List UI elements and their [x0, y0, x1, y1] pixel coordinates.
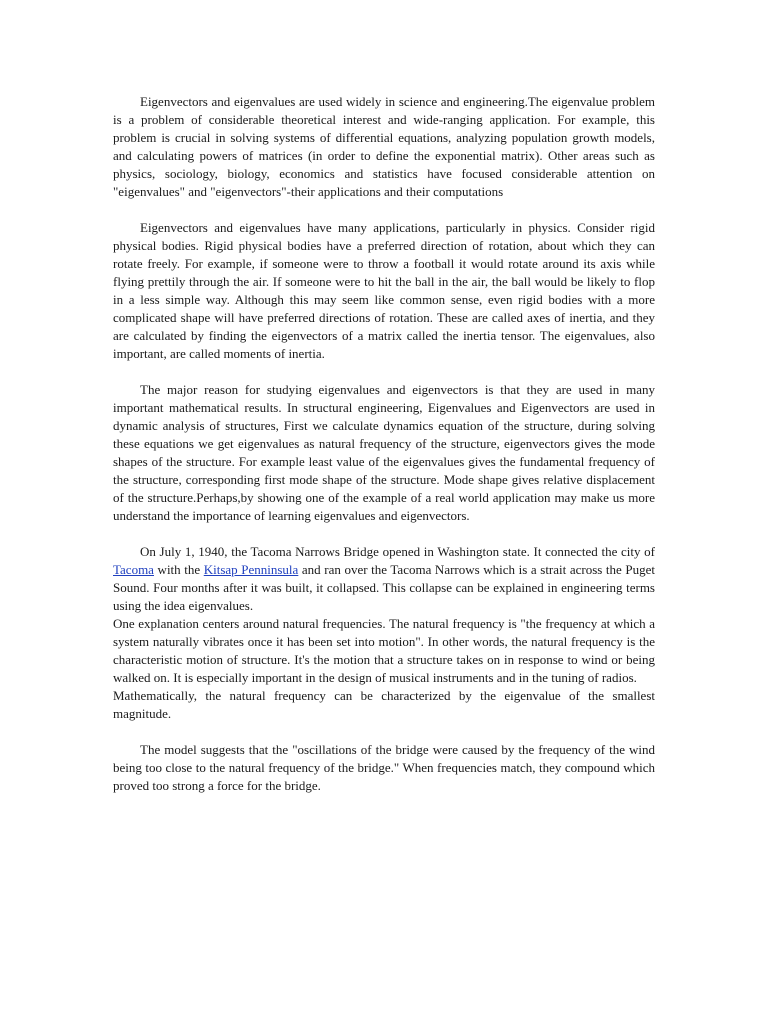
- paragraph-tacoma-bridge: [113, 543, 655, 615]
- tacoma-link[interactable]: Tacoma: [113, 562, 154, 577]
- document-page: [113, 93, 655, 813]
- paragraph-model-conclusion: The model suggests that the "oscillations of the bridge were caused by the frequency of the wind being too close to the natural frequency of the bridge." When frequencies match, they compound which proved too strong a force for the bridge.: [113, 742, 655, 793]
- tacoma-text-part3: and ran over the Tacoma Narrows which is a strait across the Puget Sound. Four months after it was built, it collapsed. This collapse can be explained in engineering terms using the idea eigenvalues.: [113, 562, 655, 613]
- tacoma-text-part1: On July 1, 1940, the Tacoma Narrows Bridge opened in Washington state. It connected the city of: [140, 544, 655, 559]
- paragraph-physics-applications: Eigenvectors and eigenvalues have many applications, particularly in physics. Consider rigid physical bodies. Rigid physical bodies have a preferred direction of rotation, about which they can rotate freely. For example, if someone were to throw a football it would rotate around its axis while flying prettily through the air. If someone were to hit the ball in the air, the ball would be likely to flop in a less simple way. Although this may seem like common sense, even rigid bodies with a more complicated shape will have preferred directions of rotation. These are called axes of inertia, and they are calculated by finding the eigenvectors of a matrix called the inertia tensor. The eigenvalues, also important, are called moments of inertia.: [113, 220, 655, 361]
- paragraph-mathematical-characterization: Mathematically, the natural frequency can be characterized by the eigenvalue of the smallest magnitude.: [113, 688, 655, 721]
- paragraph-natural-frequency: One explanation centers around natural frequencies. The natural frequency is "the frequency at which a system naturally vibrates once it has been set into motion". In other words, the natural frequency is the characteristic motion of structure. It's the motion that a structure takes on in response to wind or being walked on. It is especially important in the design of musical instruments and in the tuning of radios.: [113, 616, 655, 685]
- kitsap-peninsula-link[interactable]: Kitsap Penninsula: [203, 562, 299, 577]
- tacoma-text-part2: with the: [153, 562, 204, 577]
- paragraph-introduction: Eigenvectors and eigenvalues are used widely in science and engineering.The eigenvalue problem is a problem of considerable theoretical interest and wide-ranging application. For example, this problem is crucial in solving systems of differential equations, analyzing population growth models, and calculating powers of matrices (in order to define the exponential matrix). Other areas such as physics, sociology, biology, economics and statistics have focused considerable attention on "eigenvalues" and "eigenvectors"-their applications and their computations: [113, 94, 655, 199]
- paragraph-spacer: [113, 723, 655, 741]
- paragraph-structural-engineering: The major reason for studying eigenvalues and eigenvectors is that they are used in many important mathematical results. In structural engineering, Eigenvalues and Eigenvectors are used in dynamic analysis of structures, First we calculate dynamics equation of the structure, during solving these equations we get eigenvalues as natural frequency of the structure, eigenvectors gives the mode shapes of the structure. For example least value of the eigenvalues gives the fundamental frequency of the structure, corresponding first mode shape of the structure. Mode shape gives relative displacement of the structure.Perhaps,by showing one of the example of a real world application may make us more understand the importance of learning eigenvalues and eigenvectors.: [113, 382, 655, 523]
